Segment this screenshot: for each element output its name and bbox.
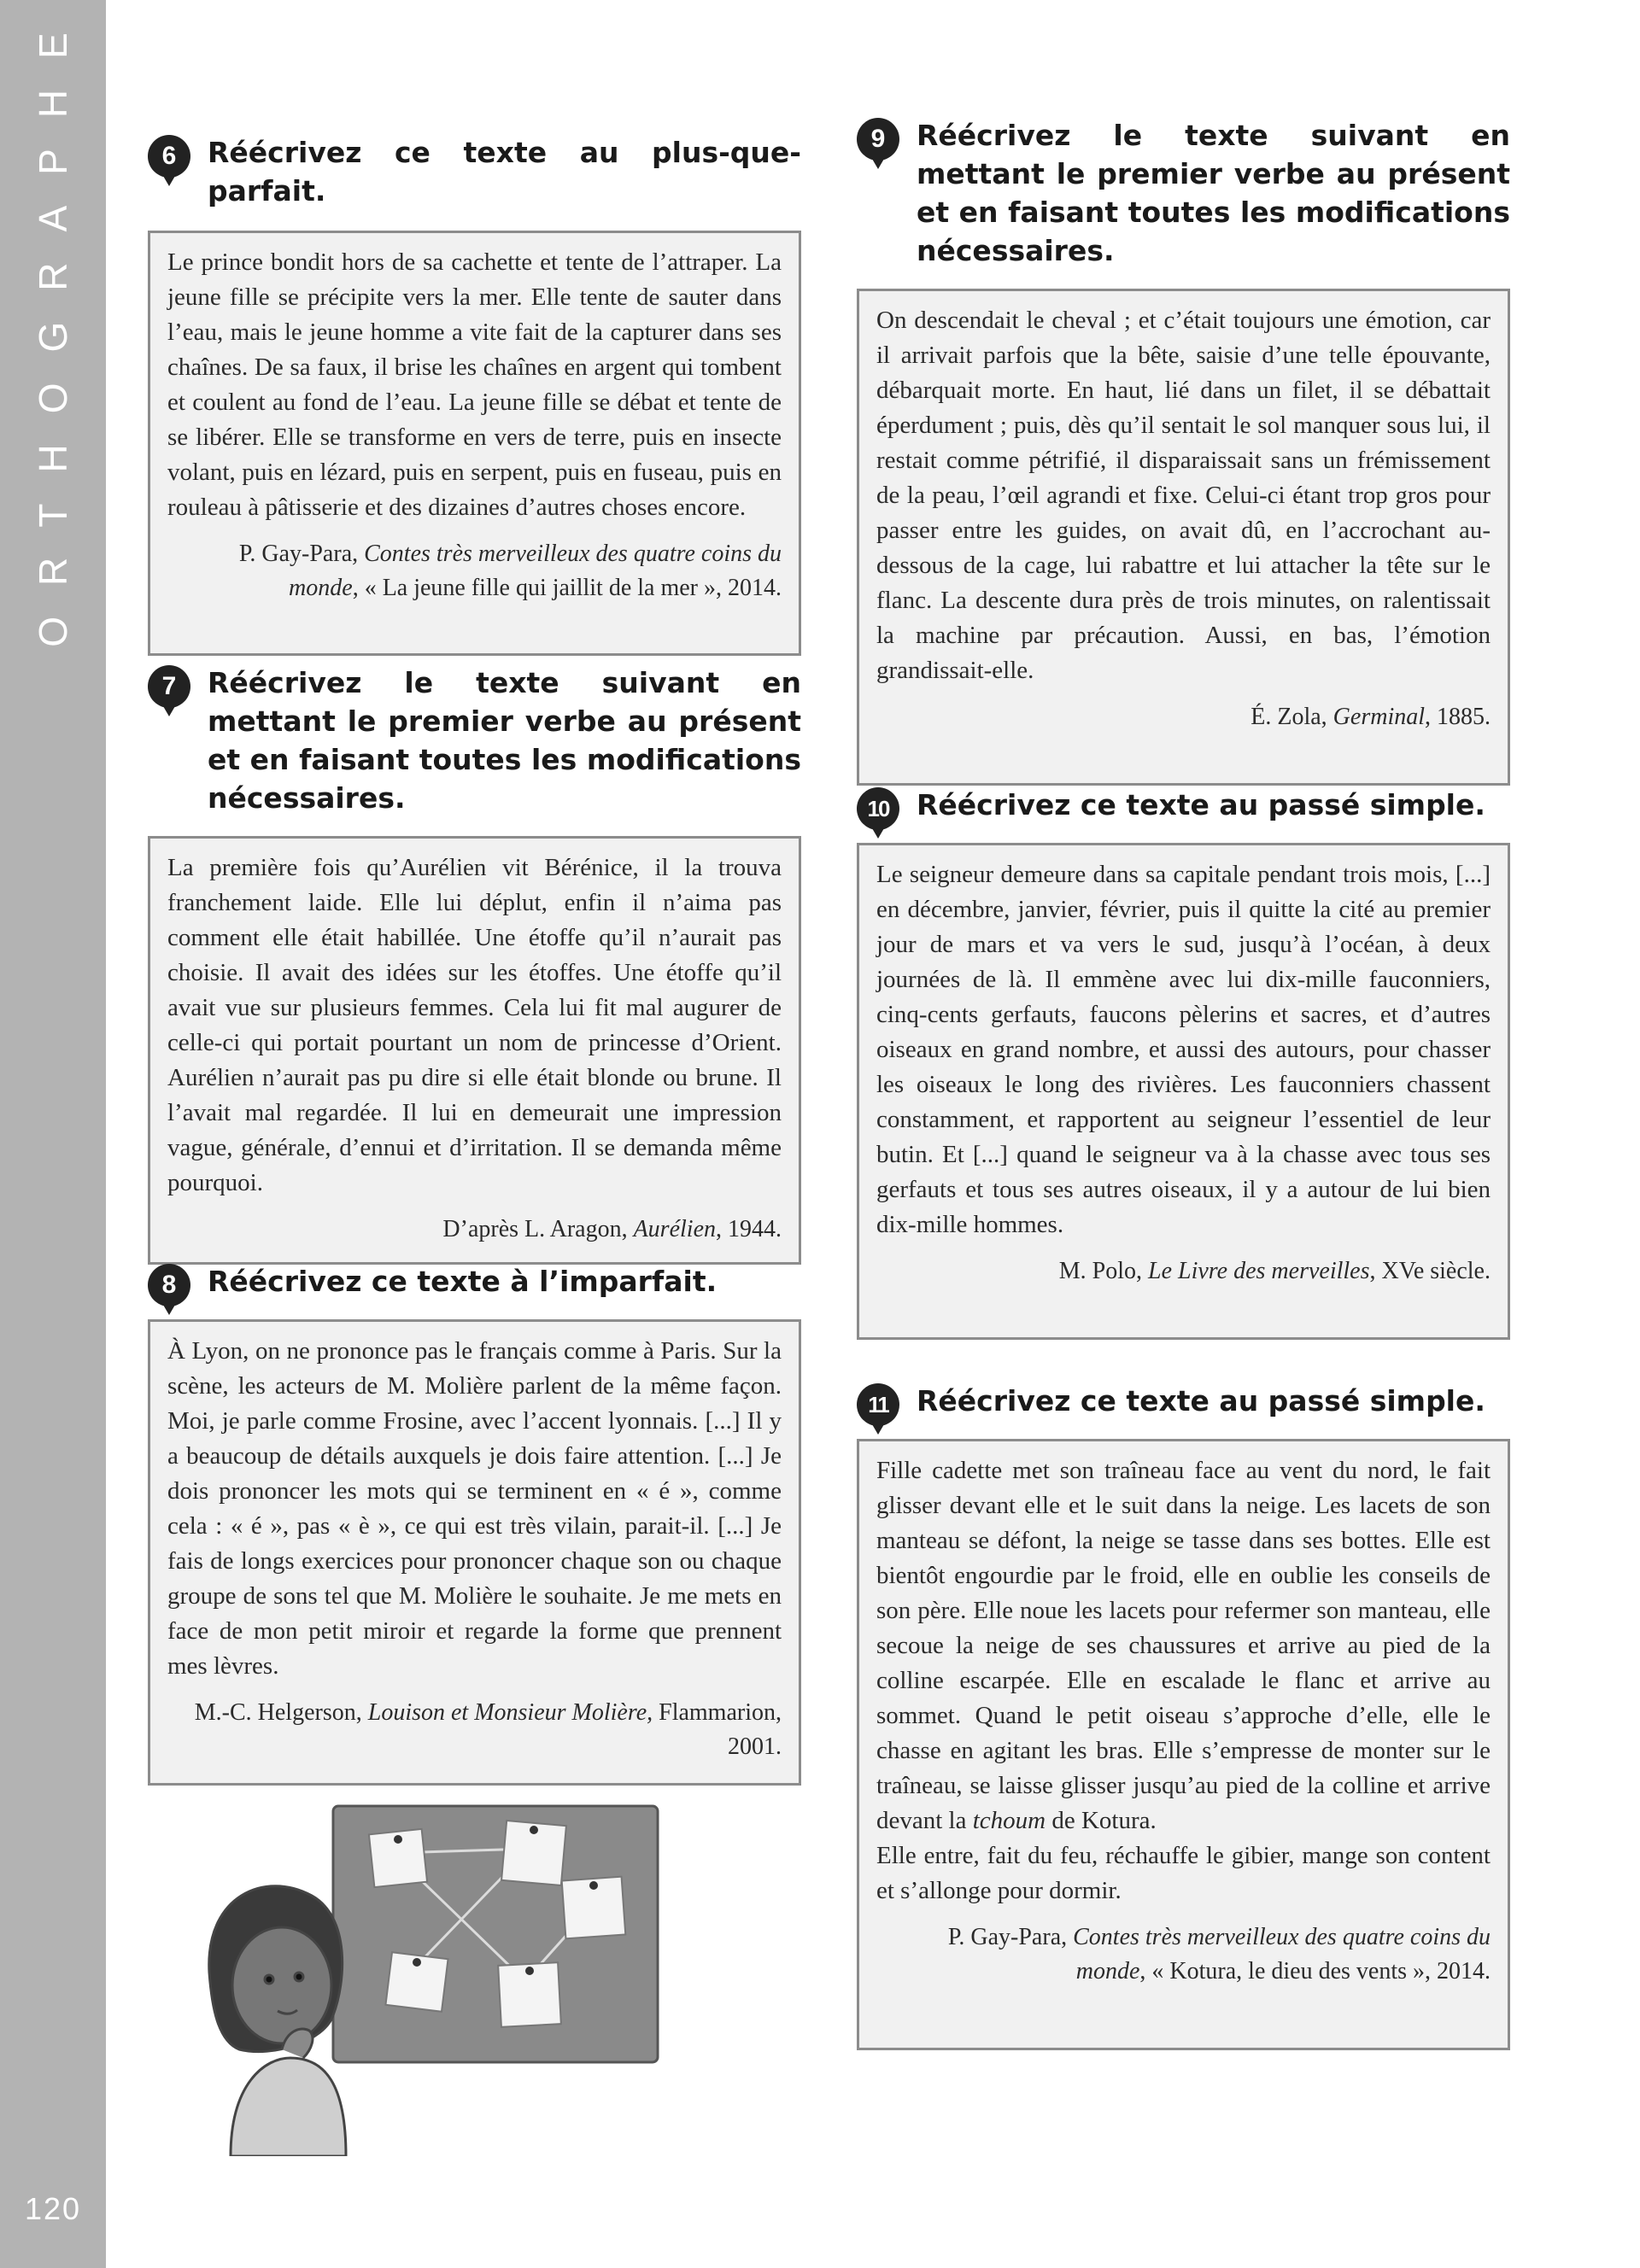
sidebar bbox=[0, 0, 106, 2268]
source-author: P. Gay-Para, bbox=[947, 1924, 1074, 1950]
girl-thinking-illustration bbox=[196, 1802, 675, 2156]
exercise-9-text: On descendait le cheval ; et c’était toujours une émotion, car il arrivait parfois que la bête, saisie d’une telle épouvante, débarquait morte. En haut, lié dans un filet, il se débattait éperdument ; puis, dès qu’il sentait le sol manquer sous lui, il restait comme pétrifié, il disparaissait sans un frémissement de la peau, l’œil agrandi et fixe. Celui-ci étant trop gros pour passer entre les guides, on avait dû, en l’accrochant au-dessous de la cage, lui rabattre et lui attacher la tête sur le flanc. La descente dura près de trois minutes, on ralentissait la machine par précaution. Aussi, en bas, l’émotion grandissait-elle. bbox=[876, 307, 1491, 684]
exercise-10-text: Le seigneur demeure dans sa capitale pendant trois mois, [...] en décembre, janvier, février, puis il quitte la cité au premier jour de mars et va vers le sud, jusqu’à l’océan, à deux journées de là. Il emmène avec lui dix-mille fauconniers, cinq-cents gerfauts, faucons pèlerins et sacres, et d’autres oiseaux en grand nombre, et aussi des autours, pour chasser les oiseaux le long des rivières. Les fauconniers chassent constamment, et rapportent au seigneur l’essentiel de leur butin. Et [...] quand le seigneur va à la chasse avec tous ses gerfauts et tous ses autres oiseaux, il y a autour de lui bien dix-mille hommes. bbox=[876, 861, 1491, 1238]
source-rest: , XVe siècle. bbox=[1369, 1258, 1491, 1284]
exercise-number-badge: 10 bbox=[857, 787, 899, 830]
exercise-10 bbox=[857, 786, 1510, 1340]
source-work: Contes très merveilleux des quatre coins du monde bbox=[1073, 1924, 1491, 1984]
exercise-11 bbox=[857, 1382, 1510, 2050]
exercise-11-source bbox=[876, 1920, 1491, 1989]
exercise-7-source bbox=[167, 1213, 782, 1247]
source-work: Germinal bbox=[1332, 704, 1425, 730]
exercise-11-text bbox=[876, 1453, 1491, 1838]
exercise-7-text: La première fois qu’Aurélien vit Bérénice, il la trouva franchement laide. Elle lui déplut, enfin il n’aima pas comment elle était habillée. Une étoffe qu’il n’aurait pas choisie. Il avait des idées sur les étoffes. Une étoffe qu’il avait vue sur plusieurs femmes. Cela lui fit mal augurer de celle-ci qui portait pourtant un nom de princesse d’Orient. Aurélien n’aurait pas pu dire si elle était blonde ou brune. Il l’avait mal regardée. Il lui en demeurait une impression vague, générale, d’ennui et d’irritation. Il se demanda même pourquoi. bbox=[167, 854, 782, 1196]
exercise-11-text-box bbox=[857, 1439, 1510, 2050]
section-title: ORTHOGRAPHE bbox=[31, 2, 75, 647]
exercise-10-instruction: Réécrivez ce texte au passé simple. bbox=[917, 788, 1485, 821]
exercise-8 bbox=[148, 1262, 801, 1786]
source-rest: , « Kotura, le dieu des vents », 2014. bbox=[1139, 1958, 1491, 1984]
text-italic-word: tchoum bbox=[972, 1807, 1046, 1834]
exercise-6 bbox=[148, 133, 801, 656]
exercise-7 bbox=[148, 663, 801, 1265]
text-part: Fille cadette met son traîneau face au vent du nord, le fait glisser devant elle et le suit dans la neige. Les lacets de son manteau se défont, la neige se tasse dans ses bottes. Elle est bientôt engourdie par le froid, elle en oublie les conseils de son père. Elle noue les lacets pour refermer son manteau, elle secoue la neige de ses chaussures et arrive au pied de la colline escarpée. Elle en escalade le flanc et arrive au sommet. Quand le petit oiseau s’approche d’elle, elle le chasse en agitant les bras. Elle s’empresse de monter sur le traîneau, se laisse glisser jusqu’au pied de la colline et arrive devant la bbox=[876, 1457, 1491, 1834]
exercise-10-source bbox=[876, 1254, 1491, 1289]
exercise-8-source bbox=[167, 1696, 782, 1764]
exercise-11-instruction: Réécrivez ce texte au passé simple. bbox=[917, 1384, 1485, 1418]
exercise-8-text: À Lyon, on ne prononce pas le français comme à Paris. Sur la scène, les acteurs de M. Molière parlent de la même façon. Moi, je parle comme Frosine, avec l’accent lyonnais. [...] Il y a beaucoup de détails auxquels je dois faire attention. [...] Je dois prononcer les mots qui se terminent en « é », comme cela : « é », pas « è », ce qui est très vilain, parait-il. [...] Je fais de longs exercices pour prononcer chaque son ou chaque groupe de sons tel que M. Molière le souhaite. Je me mets en face de mon petit miroir et regarde la forme que prennent mes lèvres. bbox=[167, 1337, 782, 1680]
exercise-9-instruction: Réécrivez le texte suivant en mettant le premier verbe au présent et en faisant toutes les modifications nécessaires. bbox=[917, 119, 1510, 267]
source-author: É. Zola, bbox=[1250, 704, 1333, 730]
source-rest: , « La jeune fille qui jaillit de la mer », 2014. bbox=[352, 575, 782, 601]
exercise-9-source bbox=[876, 700, 1491, 734]
exercise-8-text-box bbox=[148, 1319, 801, 1786]
exercise-number-badge: 11 bbox=[857, 1383, 899, 1426]
exercise-6-source bbox=[167, 537, 782, 605]
exercise-6-text: Le prince bondit hors de sa cachette et tente de l’attraper. La jeune fille se précipite vers la mer. Elle tente de sauter dans l’eau, mais le jeune homme a vite fait de la capturer dans ses chaînes. De sa faux, il brise les chaînes en argent qui tombent et coulent au fond de l’eau. La jeune fille se débat et tente de se libérer. Elle se transforme en vers de terre, puis en insecte volant, puis en lézard, puis en serpent, puis en fuseau, puis en rouleau à pâtisserie et des dizaines d’autres choses encore. bbox=[167, 248, 782, 521]
exercise-number-badge: 8 bbox=[148, 1264, 190, 1306]
source-rest: , 1944. bbox=[716, 1216, 782, 1242]
source-work: Louison et Monsieur Molière, bbox=[367, 1699, 653, 1726]
source-author: M.-C. Helgerson, bbox=[194, 1699, 368, 1726]
source-work: Le Livre des merveilles bbox=[1148, 1258, 1370, 1284]
exercise-8-instruction: Réécrivez ce texte à l’imparfait. bbox=[208, 1265, 718, 1298]
text-part: de Kotura. bbox=[1046, 1807, 1157, 1834]
exercise-7-header bbox=[148, 663, 801, 817]
exercise-6-text-box bbox=[148, 231, 801, 656]
exercise-6-header bbox=[148, 133, 801, 210]
exercise-9 bbox=[857, 116, 1510, 786]
exercise-8-header bbox=[148, 1262, 801, 1301]
exercise-6-instruction: Réécrivez ce texte au plus-que-parfait. bbox=[208, 136, 801, 208]
page-number: 120 bbox=[24, 2191, 82, 2226]
exercise-number-badge: 7 bbox=[148, 665, 190, 708]
exercise-11-header bbox=[857, 1382, 1510, 1420]
exercise-9-text-box bbox=[857, 289, 1510, 786]
source-author: D’après L. Aragon, bbox=[442, 1216, 634, 1242]
exercise-10-header bbox=[857, 786, 1510, 824]
exercise-7-instruction: Réécrivez le texte suivant en mettant le premier verbe au présent et en faisant toutes les modifications nécessaires. bbox=[208, 666, 801, 815]
source-author: P. Gay-Para, bbox=[238, 541, 365, 567]
source-work: Aurélien bbox=[633, 1216, 716, 1242]
source-rest: Flammarion, 2001. bbox=[653, 1699, 782, 1760]
source-work: Contes très merveilleux des quatre coins du monde bbox=[289, 541, 782, 601]
exercise-7-text-box bbox=[148, 836, 801, 1265]
exercise-number-badge: 6 bbox=[148, 135, 190, 178]
exercise-9-header bbox=[857, 116, 1510, 270]
source-rest: , 1885. bbox=[1425, 704, 1491, 730]
exercise-10-text-box bbox=[857, 843, 1510, 1340]
girl bbox=[209, 1886, 346, 2156]
source-author: M. Polo, bbox=[1058, 1258, 1149, 1284]
exercise-number-badge: 9 bbox=[857, 118, 899, 161]
exercise-11-text-paragraph-2: Elle entre, fait du feu, réchauffe le gibier, mange son content et s’allonge pour dormir. bbox=[876, 1842, 1491, 1904]
